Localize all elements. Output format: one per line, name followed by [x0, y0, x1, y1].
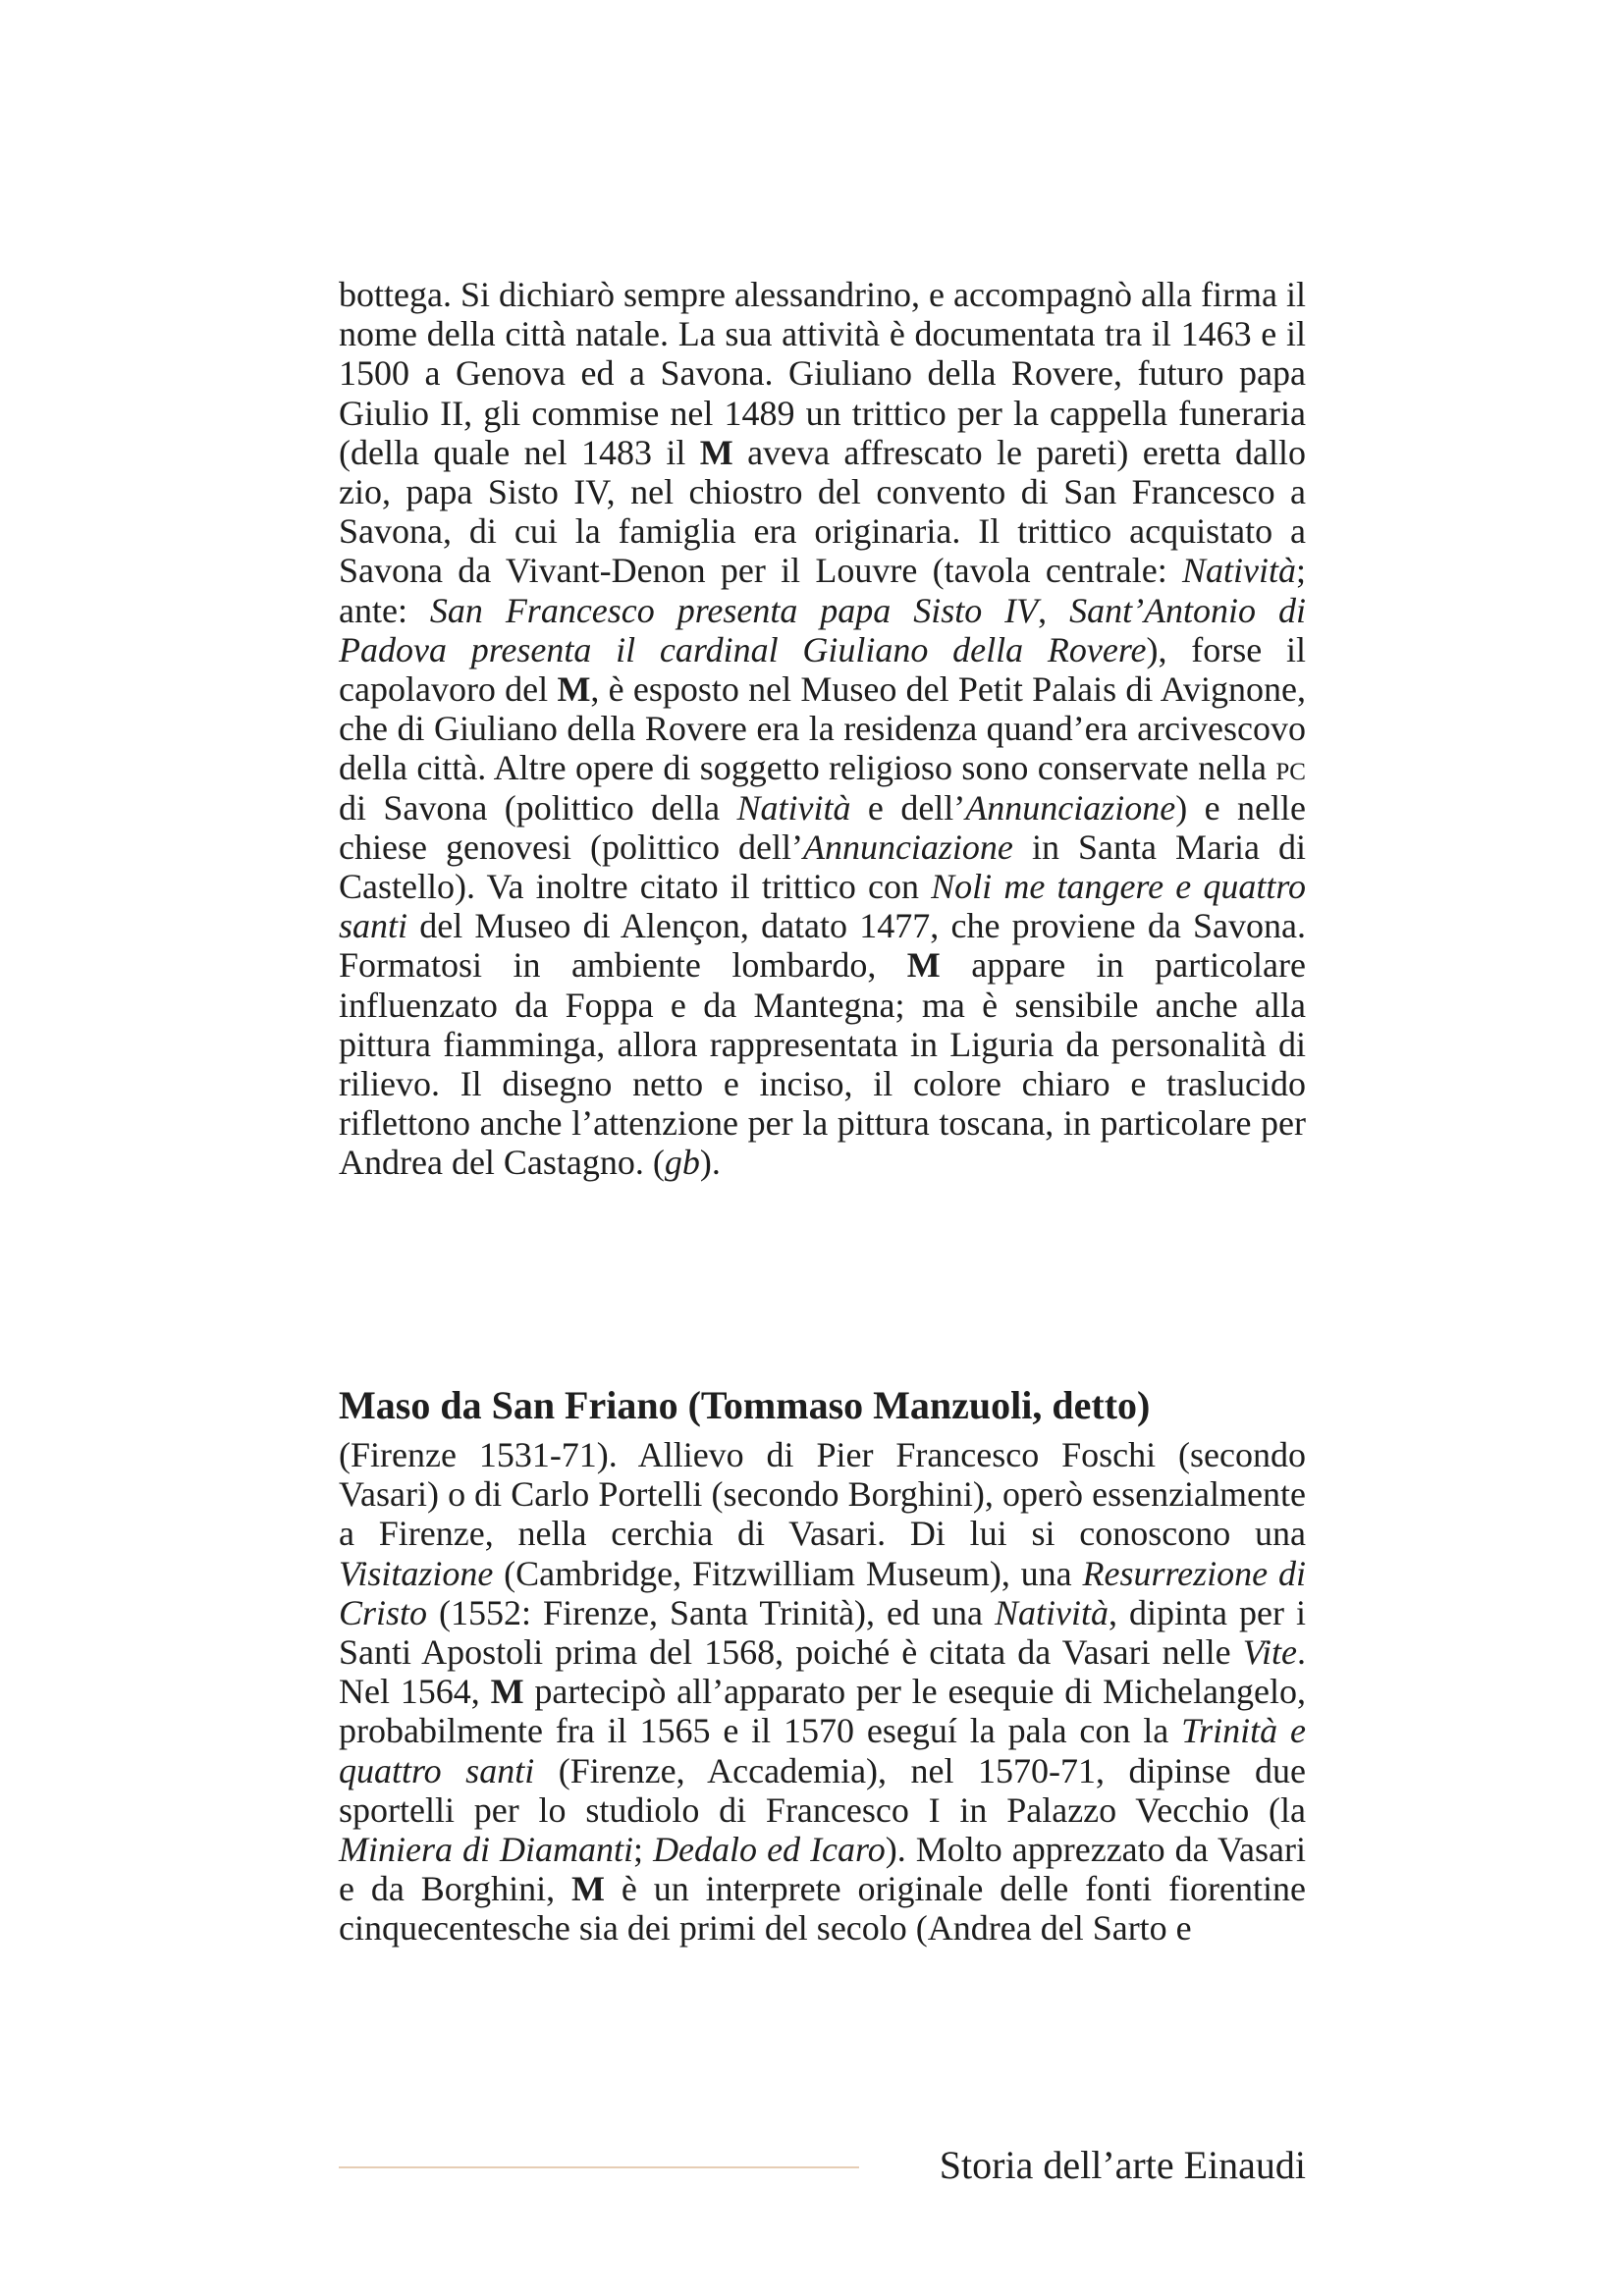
text-run: ; ante:	[339, 551, 1306, 630]
text-run: ), forse il capolavoro del	[339, 629, 1306, 710]
footer-title: Storia dell’arte Einaudi	[939, 2143, 1306, 2187]
bold-run: M	[490, 1672, 524, 1712]
text-run: di Savona (polittico della	[339, 787, 737, 828]
text-run: appare in particolare influenzato da Foppa e da Mantegna; ma è sensibile anche alla pittura fiamminga, allora rappresentata in Liguria da personalità di rilievo. Il disegno netto e inciso, il colore chiaro e traslucido riflettono anche l’attenzione per la pittura toscana, in particolare per Andrea del Castagno. (	[339, 945, 1307, 1183]
text-run: è un interprete originale delle fonti fiorentine cinquecentesche sia dei primi del secolo (Andrea del Sarto e	[339, 1869, 1306, 1949]
italic-run: Resurrezione di Cristo	[339, 1553, 1307, 1632]
small-caps-run: pc	[1275, 748, 1306, 788]
text-run: (Cambridge, Fitzwilliam Museum), una	[493, 1553, 1083, 1593]
text-run: bottega. Si dichiarò sempre alessandrino, e accompagnò alla firma il nome della città natale. La sua attività è documentata tra il 1463 e il 1500 a Genova ed a Savona. Giuliano della Rovere, futuro papa Giulio II, gli commise nel 1489 un trittico per la cappella funeraria (della quale nel 1483 il	[339, 275, 1306, 472]
text-run: partecipò all’apparato per le esequie di Michelangelo, probabilmente fra il 1565 e il 1570 eseguí la pala con la	[339, 1672, 1306, 1751]
italic-run: gb	[664, 1143, 700, 1183]
italic-run: Natività	[995, 1592, 1109, 1632]
text-run: in Santa Maria di Castello). Va inoltre citato il trittico con	[339, 827, 1306, 907]
entry-body-paragraph	[339, 1435, 1306, 1949]
footer-rule	[339, 2166, 859, 2168]
text-run: (1552: Firenze, Santa Trinità), ed una	[427, 1592, 996, 1632]
text-run: (Firenze 1531-71). Allievo di Pier Francesco Foschi (secondo Vasari) o di Carlo Portelli (secondo Borghini), operò essenzialmente a Firenze, nella cerchia di Vasari. Di lui si conoscono una	[339, 1435, 1306, 1554]
entry-continuation	[339, 275, 1306, 1183]
italic-run: Noli me tangere e quattro santi	[339, 867, 1307, 946]
bold-run: M	[571, 1869, 605, 1909]
italic-run: Natività	[1181, 551, 1296, 591]
text-run: , è esposto nel Museo del Petit Palais di Avignone, che di Giuliano della Rovere era la residenza quand’era arcivescovo della città. Altre opere di soggetto religioso sono conservate nella	[339, 669, 1307, 788]
text-run: . Nel 1564,	[339, 1632, 1306, 1712]
text-run: del Museo di Alençon, datato 1477, che proviene da Savona. Formatosi in ambiente lombardo,	[339, 906, 1306, 986]
text-run: ) e nelle chiese genovesi (polittico dell’	[339, 787, 1306, 867]
text-run: ,	[1038, 590, 1070, 630]
entry-heading-plain: detto)	[1042, 1383, 1151, 1427]
italic-run: Annunciazione	[965, 787, 1176, 828]
text-run: ;	[633, 1830, 654, 1870]
bold-run: M	[699, 432, 733, 472]
text-run: e dell’	[850, 787, 966, 828]
text-run: , dipinta per i Santi Apostoli prima del 1568, poiché è citata da Vasari nelle	[339, 1592, 1306, 1673]
italic-run: Annunciazione	[802, 827, 1013, 867]
bold-run: M	[906, 945, 941, 986]
text-run: ). Molto apprezzato da Vasari e da Borghini,	[339, 1830, 1306, 1909]
entry-heading	[339, 1382, 1306, 1429]
entry-continuation-paragraph	[339, 275, 1306, 1183]
italic-run: Vite	[1242, 1632, 1297, 1673]
bold-run: M	[557, 669, 591, 710]
italic-run: Sant’Antonio di Padova presenta il cardinal Giuliano della Rovere	[339, 590, 1306, 669]
text-run: ).	[699, 1143, 721, 1183]
italic-run: Dedalo ed Icaro	[653, 1830, 886, 1870]
italic-run: Natività	[736, 787, 851, 828]
text-run: (Firenze, Accademia), nel 1570-71, dipinse due sportelli per lo studiolo di Francesco I in Palazzo Vecchio (la	[339, 1750, 1306, 1830]
italic-run: San Francesco presenta papa Sisto IV	[429, 590, 1039, 630]
text-run: aveva affrescato le pareti) eretta dallo zio, papa Sisto IV, nel chiostro del convento di San Francesco a Savona, di cui la famiglia era originaria. Il trittico acquistato a Savona da Vivant-Denon per il Louvre (tavola centrale:	[339, 432, 1306, 591]
italic-run: Miniera di Diamanti	[339, 1830, 634, 1870]
entry-body	[339, 1435, 1306, 1949]
entry-heading-bold: Maso da San Friano (Tommaso Manzuoli,	[339, 1383, 1043, 1427]
italic-run: Visitazione	[339, 1553, 494, 1593]
italic-run: Trinità e quattro santi	[339, 1711, 1307, 1790]
